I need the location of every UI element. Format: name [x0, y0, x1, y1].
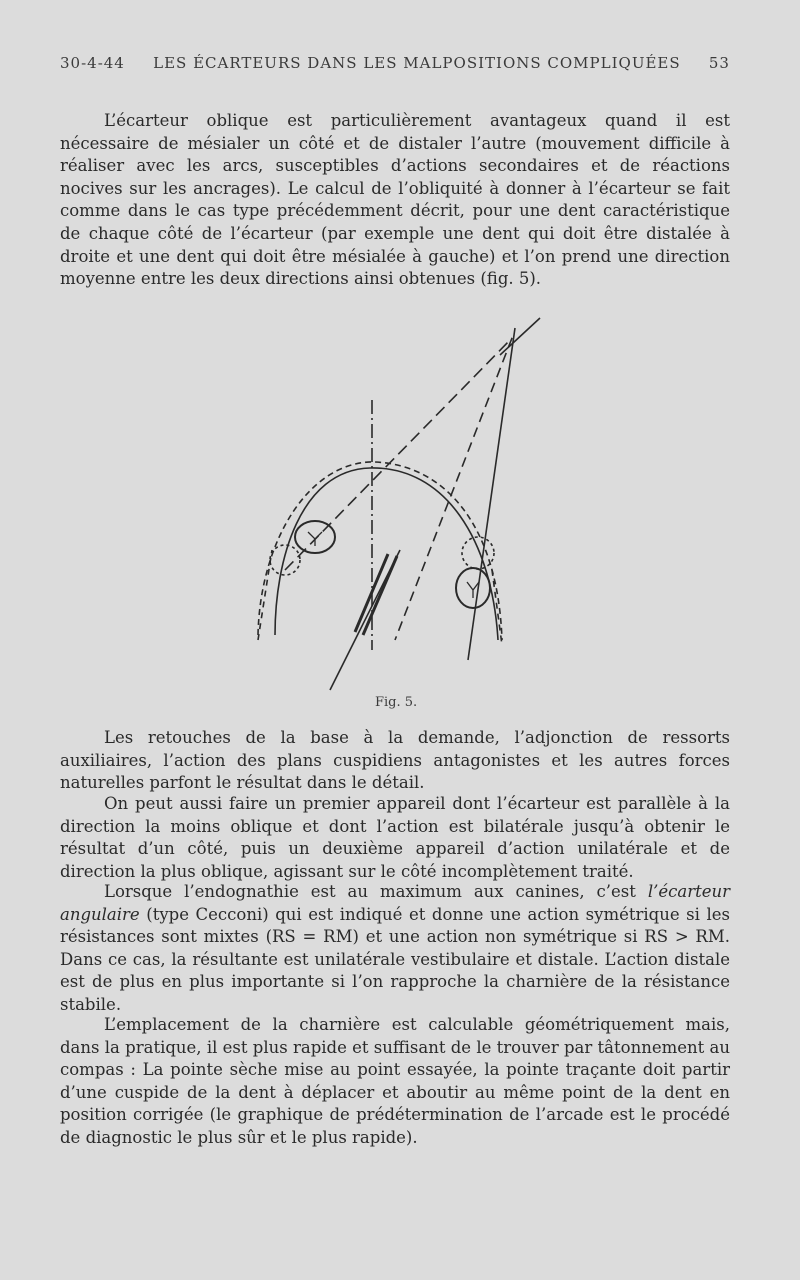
paragraph-4-start: Lorsque l’endognathie est au maximum aux canines, c’est [104, 882, 648, 901]
line-right [468, 328, 515, 660]
tooth-left-dashed [270, 545, 300, 575]
header-date: 30-4-44 [60, 54, 125, 72]
paragraph-1: L’écarteur oblique est particulièrement avantageux quand il est nécessaire de mésialer un côté et de distaler l’autre (mouvement difficile à réaliser avec les arcs, susceptibles d’actions secondaires et de réactions nocives sur les ancrages). Le calcul de l’obliquité à donner à l’écarteur se fait comme dans le cas type précédemment décrit, pour une dent caractéristique de chaque côté de l’écarteur (par exemple une dent qui doit être distalée à droite et une dent qui doit être mésialée à gauche) et l’on prend une direction moyenne entre les deux directions ainsi obtenues (fig. 5). [60, 111, 730, 289]
arch-dashed [258, 462, 502, 640]
apex-extension [500, 318, 540, 355]
tooth-right-dashed [462, 537, 494, 569]
spring-bar-2 [363, 556, 397, 635]
paragraph-5: L’emplacement de la charnière est calculable géométriquement mais, dans la pratique, il est plus rapide et suffisant de le trouver par tâtonnement au compas : La pointe sèche mise au point essayée, la pointe traçante doit partir d’une cuspide de la dent à déplacer et aboutir au même point de la dent en position corrigée (le graphique de prédétermination de l’arcade est le procédé de diagnostic le plus sûr et le plus rapide). [60, 1015, 730, 1147]
term-ecarteur-angulaire: l’écarteur angulaire [60, 882, 730, 924]
paragraph-3: On peut aussi faire un premier appareil dont l’écarteur est parallèle à la direction la moins oblique et dont l’action est bilatérale jusqu’à obtenir le résultat d’un côté, puis un deuxième appareil d’action unilatérale et de direction la plus oblique, agissant sur le côté incomplètement traité. [60, 794, 730, 881]
page-number: 53 [708, 54, 730, 72]
paragraph-4 [60, 881, 730, 1017]
figure-caption: Fig. 5. [375, 695, 418, 710]
diagonal-mid [395, 338, 512, 640]
paragraph-4-end: (type Cecconi) qui est indiqué et donne une action symétrique si les résistances sont mixtes (RS = RM) et une action non symétrique si RS > RM. Dans ce cas, la résultante est unilatérale vestibulaire et distale. L’action distale est de plus en plus importante si l’on rapproche la charnière de la résistance stabile. [60, 904, 730, 1014]
figure-5-diagram [230, 310, 560, 700]
running-header [60, 54, 730, 72]
tooth-left [295, 521, 335, 553]
tooth-right [456, 568, 490, 608]
paragraph-2: Les retouches de la base à la demande, l’adjonction de ressorts auxiliaires, l’action des plans cuspidiens antagonistes et les autres forces naturelles parfont le résultat dans le détail. [60, 728, 730, 793]
header-title: LES ÉCARTEURS DANS LES MALPOSITIONS COMPLIQUÉES [153, 54, 681, 72]
